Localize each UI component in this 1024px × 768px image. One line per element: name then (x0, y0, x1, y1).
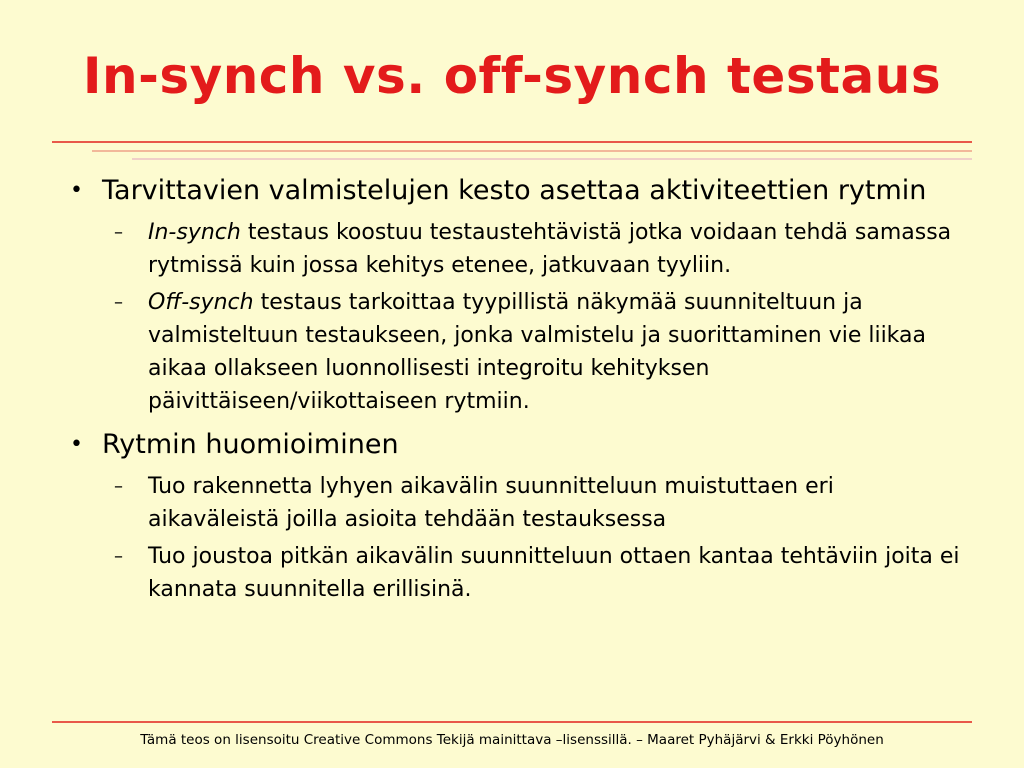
slide-title: In-synch vs. off-synch testaus (82, 47, 942, 105)
sub-bullet-item (60, 540, 968, 606)
sub-bullet-item (60, 216, 968, 282)
sub-bullet-list (60, 470, 980, 606)
license-footer: Tämä teos on lisensoitu Creative Commons Tekijä mainittava –lisenssillä. – Maaret Pyhäjärvi & Erkki Pöyhönen (140, 732, 884, 748)
dash-icon: – (114, 222, 123, 243)
bullet-text: Rytmin huomioiminen (102, 429, 399, 460)
sub-bullet-emphasis: In-synch (148, 220, 241, 245)
dash-icon: – (114, 476, 123, 497)
title-underline-rule-secondary (92, 150, 972, 152)
sub-bullet-text: testaus tarkoittaa tyypillistä näkymää suunniteltuun ja valmisteltuun testaukseen, jonka valmistelu ja suorittaminen vie liikaa aikaa ollakseen luonnollisesti integroitu kehityksen päivittäiseen/viikottaiseen rytmiin. (148, 290, 927, 414)
sub-bullet-list (60, 216, 980, 418)
bullet-text: Tarvittavien valmistelujen kesto asettaa aktiviteettien rytmin (102, 175, 927, 206)
bullet-icon: • (70, 178, 83, 203)
slide-body (60, 172, 980, 610)
bullet-item (60, 172, 980, 210)
sub-bullet-item (60, 470, 968, 536)
sub-bullet-emphasis: Off-synch (148, 290, 254, 315)
sub-bullet-item (60, 286, 968, 418)
dash-icon: – (114, 546, 123, 567)
bullet-icon: • (70, 432, 83, 457)
footer-rule (52, 721, 972, 723)
sub-bullet-text: Tuo joustoa pitkän aikavälin suunnitteluun ottaen kantaa tehtäviin joita ei kannata suunnitella erillisinä. (148, 544, 960, 602)
title-underline-rule-tertiary (132, 158, 972, 160)
sub-bullet-text: testaus koostuu testaustehtävistä jotka voidaan tehdä samassa rytmissä kuin jossa kehitys etenee, jatkuvaan tyyliin. (148, 220, 952, 278)
sub-bullet-text: Tuo rakennetta lyhyen aikavälin suunnitteluun muistuttaen eri aikaväleistä joilla asioita tehdään testauksessa (148, 474, 834, 532)
title-underline-rule (52, 141, 972, 143)
dash-icon: – (114, 292, 123, 313)
bullet-item (60, 426, 980, 464)
